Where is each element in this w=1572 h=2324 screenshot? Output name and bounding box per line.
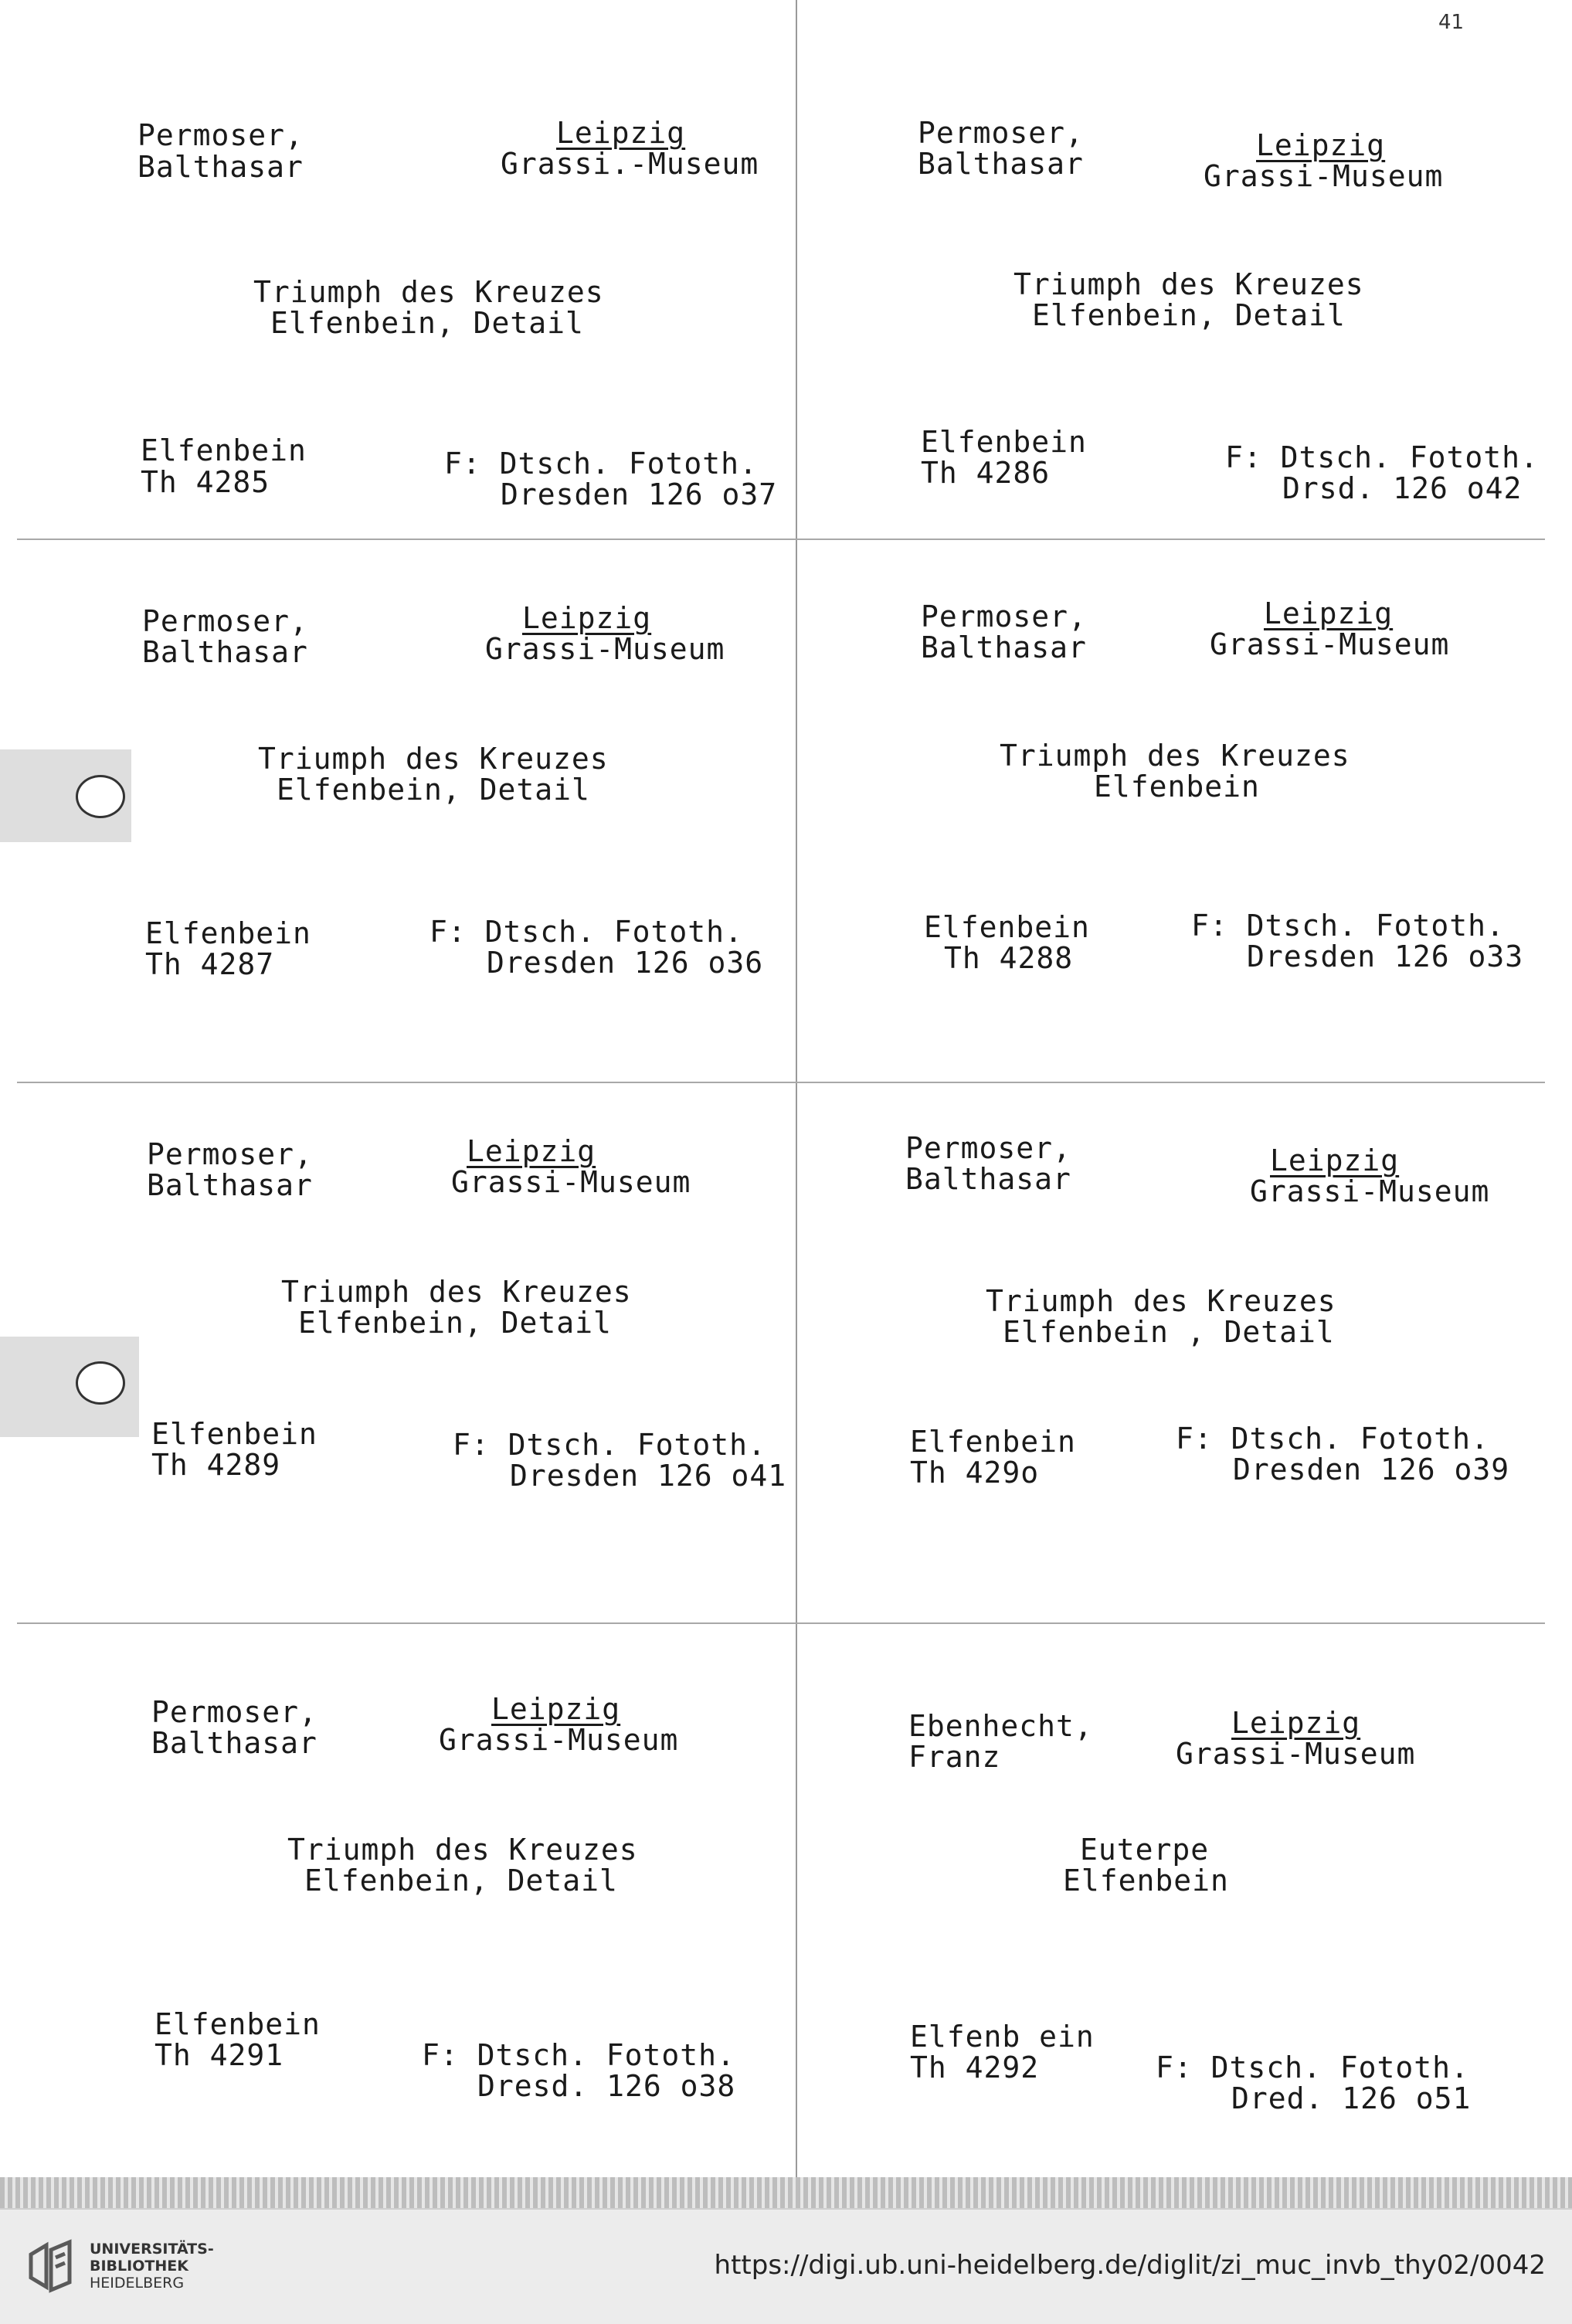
- photo-source: F: Dtsch. Fototh.: [429, 915, 743, 949]
- artist-forename: Balthasar: [921, 630, 1087, 664]
- artist-surname: Permoser,: [138, 118, 304, 152]
- photo-reference: Dred. 126 o51: [1231, 2081, 1472, 2115]
- city: Leipzig: [522, 601, 652, 635]
- museum: Grassi-Museum: [1250, 1174, 1490, 1208]
- city: Leipzig: [491, 1692, 621, 1726]
- library-name-line: BIBLIOTHEK: [90, 2258, 188, 2275]
- inventory-number: Th 4288: [944, 941, 1074, 975]
- column-divider: [796, 0, 797, 2177]
- artist-surname: Permoser,: [147, 1137, 313, 1171]
- artist-surname: Permoser,: [151, 1695, 317, 1729]
- work-title: Triumph des Kreuzes: [1000, 739, 1350, 773]
- city: Leipzig: [1231, 1706, 1361, 1740]
- artist-forename: Balthasar: [905, 1162, 1071, 1196]
- photo-reference: Dresden 126 o37: [501, 477, 778, 511]
- city: Leipzig: [1256, 128, 1386, 162]
- artist-forename: Balthasar: [918, 147, 1084, 181]
- inventory-number: Th 4291: [154, 2038, 284, 2072]
- artist-surname: Permoser,: [142, 604, 308, 638]
- city: Leipzig: [1264, 596, 1394, 630]
- photo-source: F: Dtsch. Fototh.: [1225, 440, 1539, 474]
- museum: Grassi-Museum: [439, 1723, 679, 1757]
- photo-reference: Dresden 126 o33: [1247, 939, 1524, 973]
- library-name: [90, 2241, 214, 2292]
- artist-surname: Permoser,: [918, 116, 1084, 150]
- work-title: Triumph des Kreuzes: [986, 1284, 1336, 1318]
- city: Leipzig: [556, 116, 686, 150]
- work-description: Elfenbein, Detail: [277, 773, 590, 807]
- work-description: Elfenbein, Detail: [298, 1306, 612, 1340]
- artist-forename: Balthasar: [138, 150, 304, 184]
- work-description: Elfenbein, Detail: [304, 1864, 618, 1898]
- work-title: Triumph des Kreuzes: [287, 1833, 638, 1867]
- inventory-number: Th 4292: [910, 2050, 1040, 2084]
- library-name-line: HEIDELBERG: [90, 2275, 185, 2292]
- inventory-number: Th 4285: [141, 465, 270, 499]
- work-description: Elfenbein, Detail: [270, 306, 584, 340]
- work-description: Elfenbein, Detail: [1032, 298, 1346, 332]
- material: Elfenbein: [910, 1425, 1076, 1459]
- photo-source: F: Dtsch. Fototh.: [1176, 1422, 1489, 1456]
- work-title: Triumph des Kreuzes: [281, 1275, 632, 1309]
- artist-forename: Balthasar: [147, 1168, 313, 1202]
- work-title: Triumph des Kreuzes: [253, 275, 604, 309]
- page-edge-shadow: [0, 2177, 1572, 2208]
- row-divider: [17, 1622, 1545, 1624]
- artist-forename: Franz: [908, 1740, 1001, 1774]
- material: Elfenbein: [145, 916, 311, 950]
- folio-number: 41: [1438, 11, 1465, 34]
- photo-reference: Dresden 126 o41: [510, 1459, 787, 1493]
- photo-reference: Drsd. 126 o42: [1282, 471, 1523, 505]
- material: Elfenbein: [151, 1417, 317, 1451]
- city: Leipzig: [1270, 1143, 1400, 1177]
- work-title: Triumph des Kreuzes: [1013, 267, 1364, 301]
- row-divider: [17, 1082, 1545, 1083]
- photo-source: F: Dtsch. Fototh.: [422, 2038, 735, 2072]
- material: Elfenbein: [921, 425, 1087, 459]
- inventory-number: Th 4286: [921, 456, 1051, 490]
- artist-forename: Balthasar: [142, 635, 308, 669]
- permalink[interactable]: https://digi.ub.uni-heidelberg.de/diglit/zi_muc_invb_thy02/0042: [714, 2250, 1546, 2281]
- footer-bar: [0, 2208, 1572, 2324]
- inventory-number: Th 429o: [910, 1456, 1040, 1490]
- photo-reference: Dresden 126 o36: [487, 946, 764, 980]
- row-divider: [17, 539, 1545, 540]
- work-description: Elfenbein , Detail: [1003, 1315, 1335, 1349]
- punch-hole: [76, 1361, 125, 1405]
- artist-surname: Permoser,: [921, 600, 1087, 634]
- material: Elfenbein: [141, 433, 307, 467]
- museum: Grassi-Museum: [1204, 159, 1444, 193]
- work-title: Triumph des Kreuzes: [258, 742, 609, 776]
- photo-source: F: Dtsch. Fototh.: [444, 447, 758, 481]
- artist-surname: Ebenhecht,: [908, 1709, 1093, 1743]
- museum: Grassi-Museum: [1176, 1737, 1416, 1771]
- museum: Grassi-Museum: [485, 632, 725, 666]
- photo-source: F: Dtsch. Fototh.: [453, 1428, 766, 1462]
- material: Elfenb ein: [910, 2020, 1095, 2054]
- inventory-number: Th 4289: [151, 1448, 281, 1482]
- photo-reference: Dresd. 126 o38: [477, 2069, 736, 2103]
- work-description: Elfenbein: [1094, 770, 1260, 804]
- library-logo-icon: [23, 2239, 77, 2293]
- museum: Grassi-Museum: [1210, 627, 1450, 661]
- city: Leipzig: [467, 1134, 596, 1168]
- museum: Grassi.-Museum: [501, 147, 759, 181]
- artist-forename: Balthasar: [151, 1726, 317, 1760]
- photo-reference: Dresden 126 o39: [1233, 1452, 1510, 1486]
- photo-source: F: Dtsch. Fototh.: [1156, 2050, 1469, 2084]
- library-name-line: UNIVERSITÄTS-: [90, 2241, 214, 2258]
- work-description: Elfenbein: [1063, 1864, 1229, 1898]
- material: Elfenbein: [154, 2007, 321, 2041]
- material: Elfenbein: [924, 910, 1090, 944]
- work-title: Euterpe: [1080, 1833, 1210, 1867]
- punch-hole: [76, 775, 125, 818]
- inventory-number: Th 4287: [145, 947, 275, 981]
- photo-source: F: Dtsch. Fototh.: [1191, 909, 1505, 943]
- museum: Grassi-Museum: [451, 1165, 691, 1199]
- artist-surname: Permoser,: [905, 1131, 1071, 1165]
